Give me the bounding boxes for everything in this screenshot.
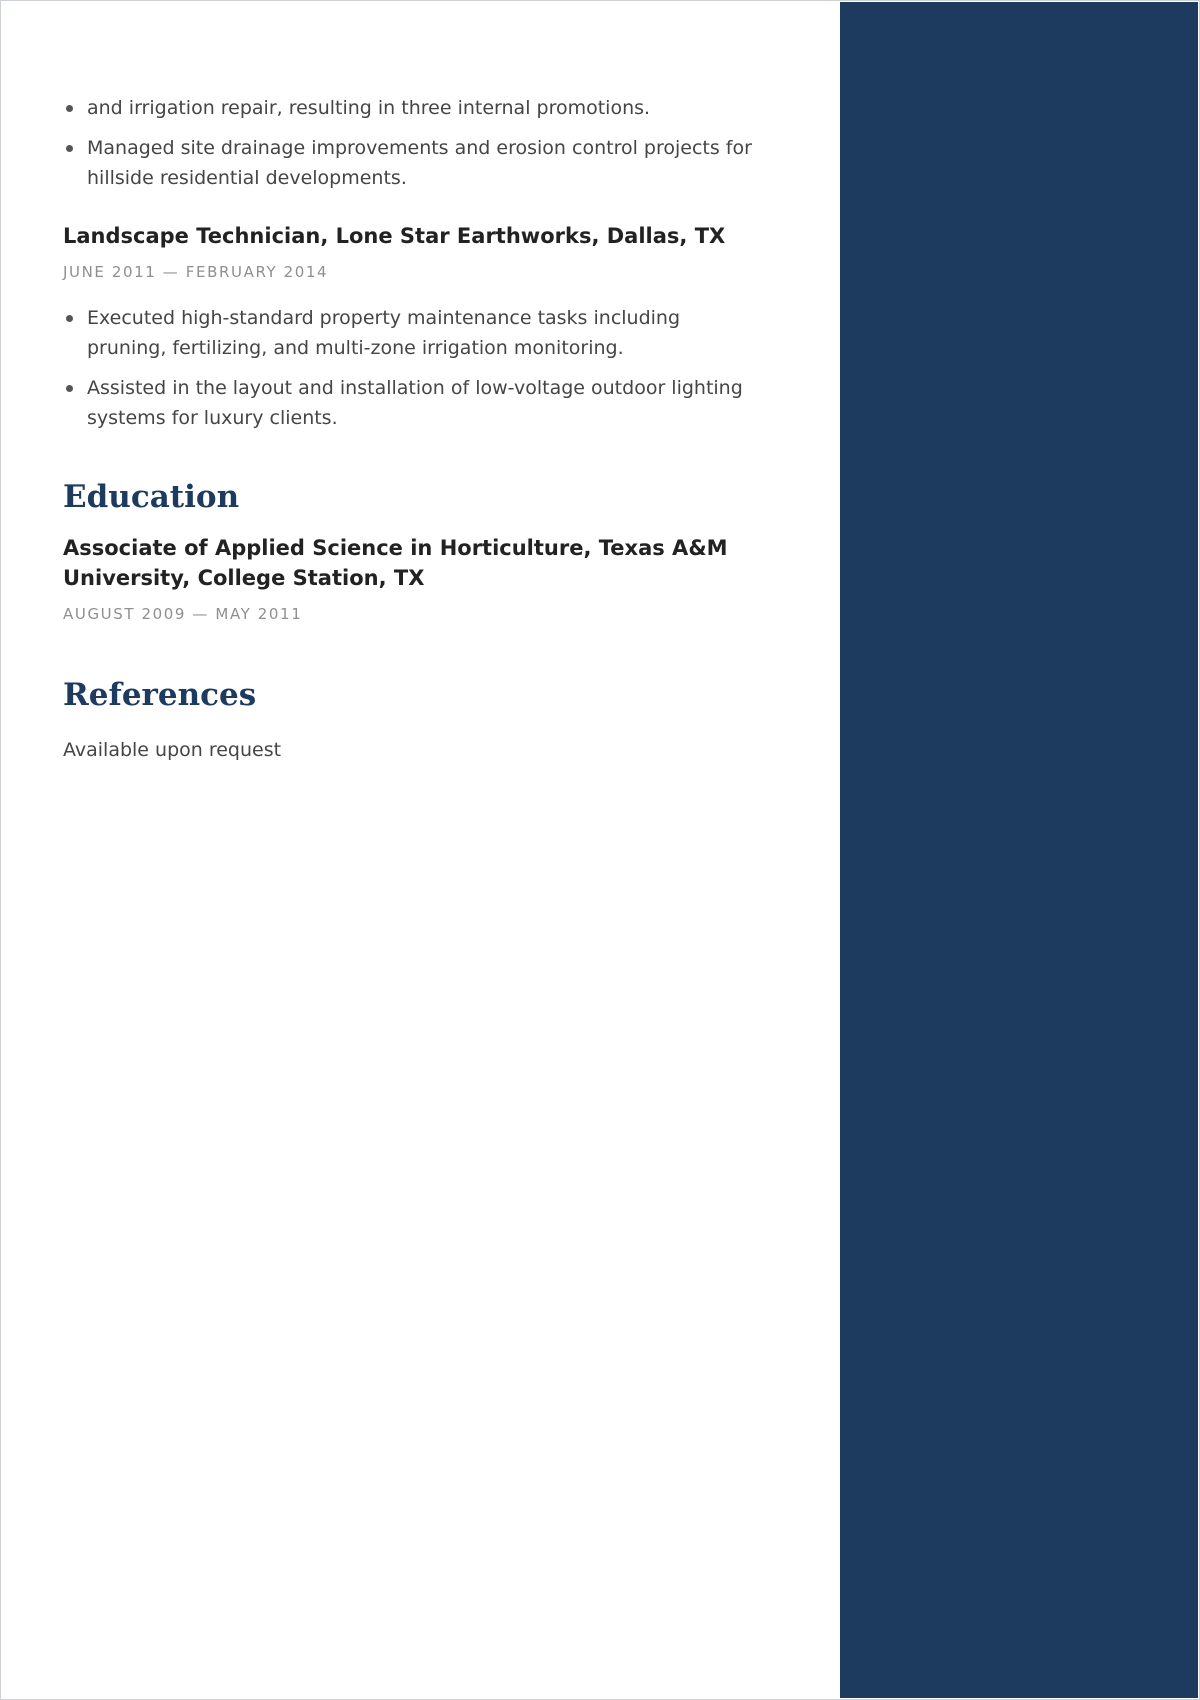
previous-job-bullet-list: [63, 93, 763, 193]
job-bullet-list: [63, 303, 763, 433]
references-text: Available upon request: [63, 739, 282, 761]
main-column: [63, 93, 763, 761]
list-item: [63, 373, 763, 433]
bullet-text: Assisted in the layout and installation of low-voltage outdoor lighting systems for luxury clients.: [87, 377, 743, 429]
bullet-text: and irrigation repair, resulting in three internal promotions.: [87, 97, 651, 119]
degree-title: Associate of Applied Science in Horticulture, Texas A&M University, College Station, TX: [63, 536, 728, 590]
sidebar-panel: [840, 2, 1198, 1698]
list-item: [63, 133, 763, 193]
bullet-icon: [66, 105, 73, 112]
bullet-text: Executed high-standard property maintenance tasks including pruning, fertilizing, and multi-zone irrigation monitoring.: [87, 307, 681, 359]
education-heading: Education: [63, 479, 240, 515]
bullet-icon: [66, 385, 73, 392]
job-dates: JUNE 2011 — FEBRUARY 2014: [63, 263, 329, 281]
bullet-text: Managed site drainage improvements and erosion control projects for hillside residential developments.: [87, 137, 752, 189]
list-item: [63, 303, 763, 363]
references-heading: References: [63, 677, 257, 713]
job-title: Landscape Technician, Lone Star Earthworks, Dallas, TX: [63, 224, 726, 248]
bullet-icon: [66, 315, 73, 322]
bullet-icon: [66, 145, 73, 152]
education-dates: AUGUST 2009 — MAY 2011: [63, 605, 303, 623]
list-item: [63, 93, 763, 123]
